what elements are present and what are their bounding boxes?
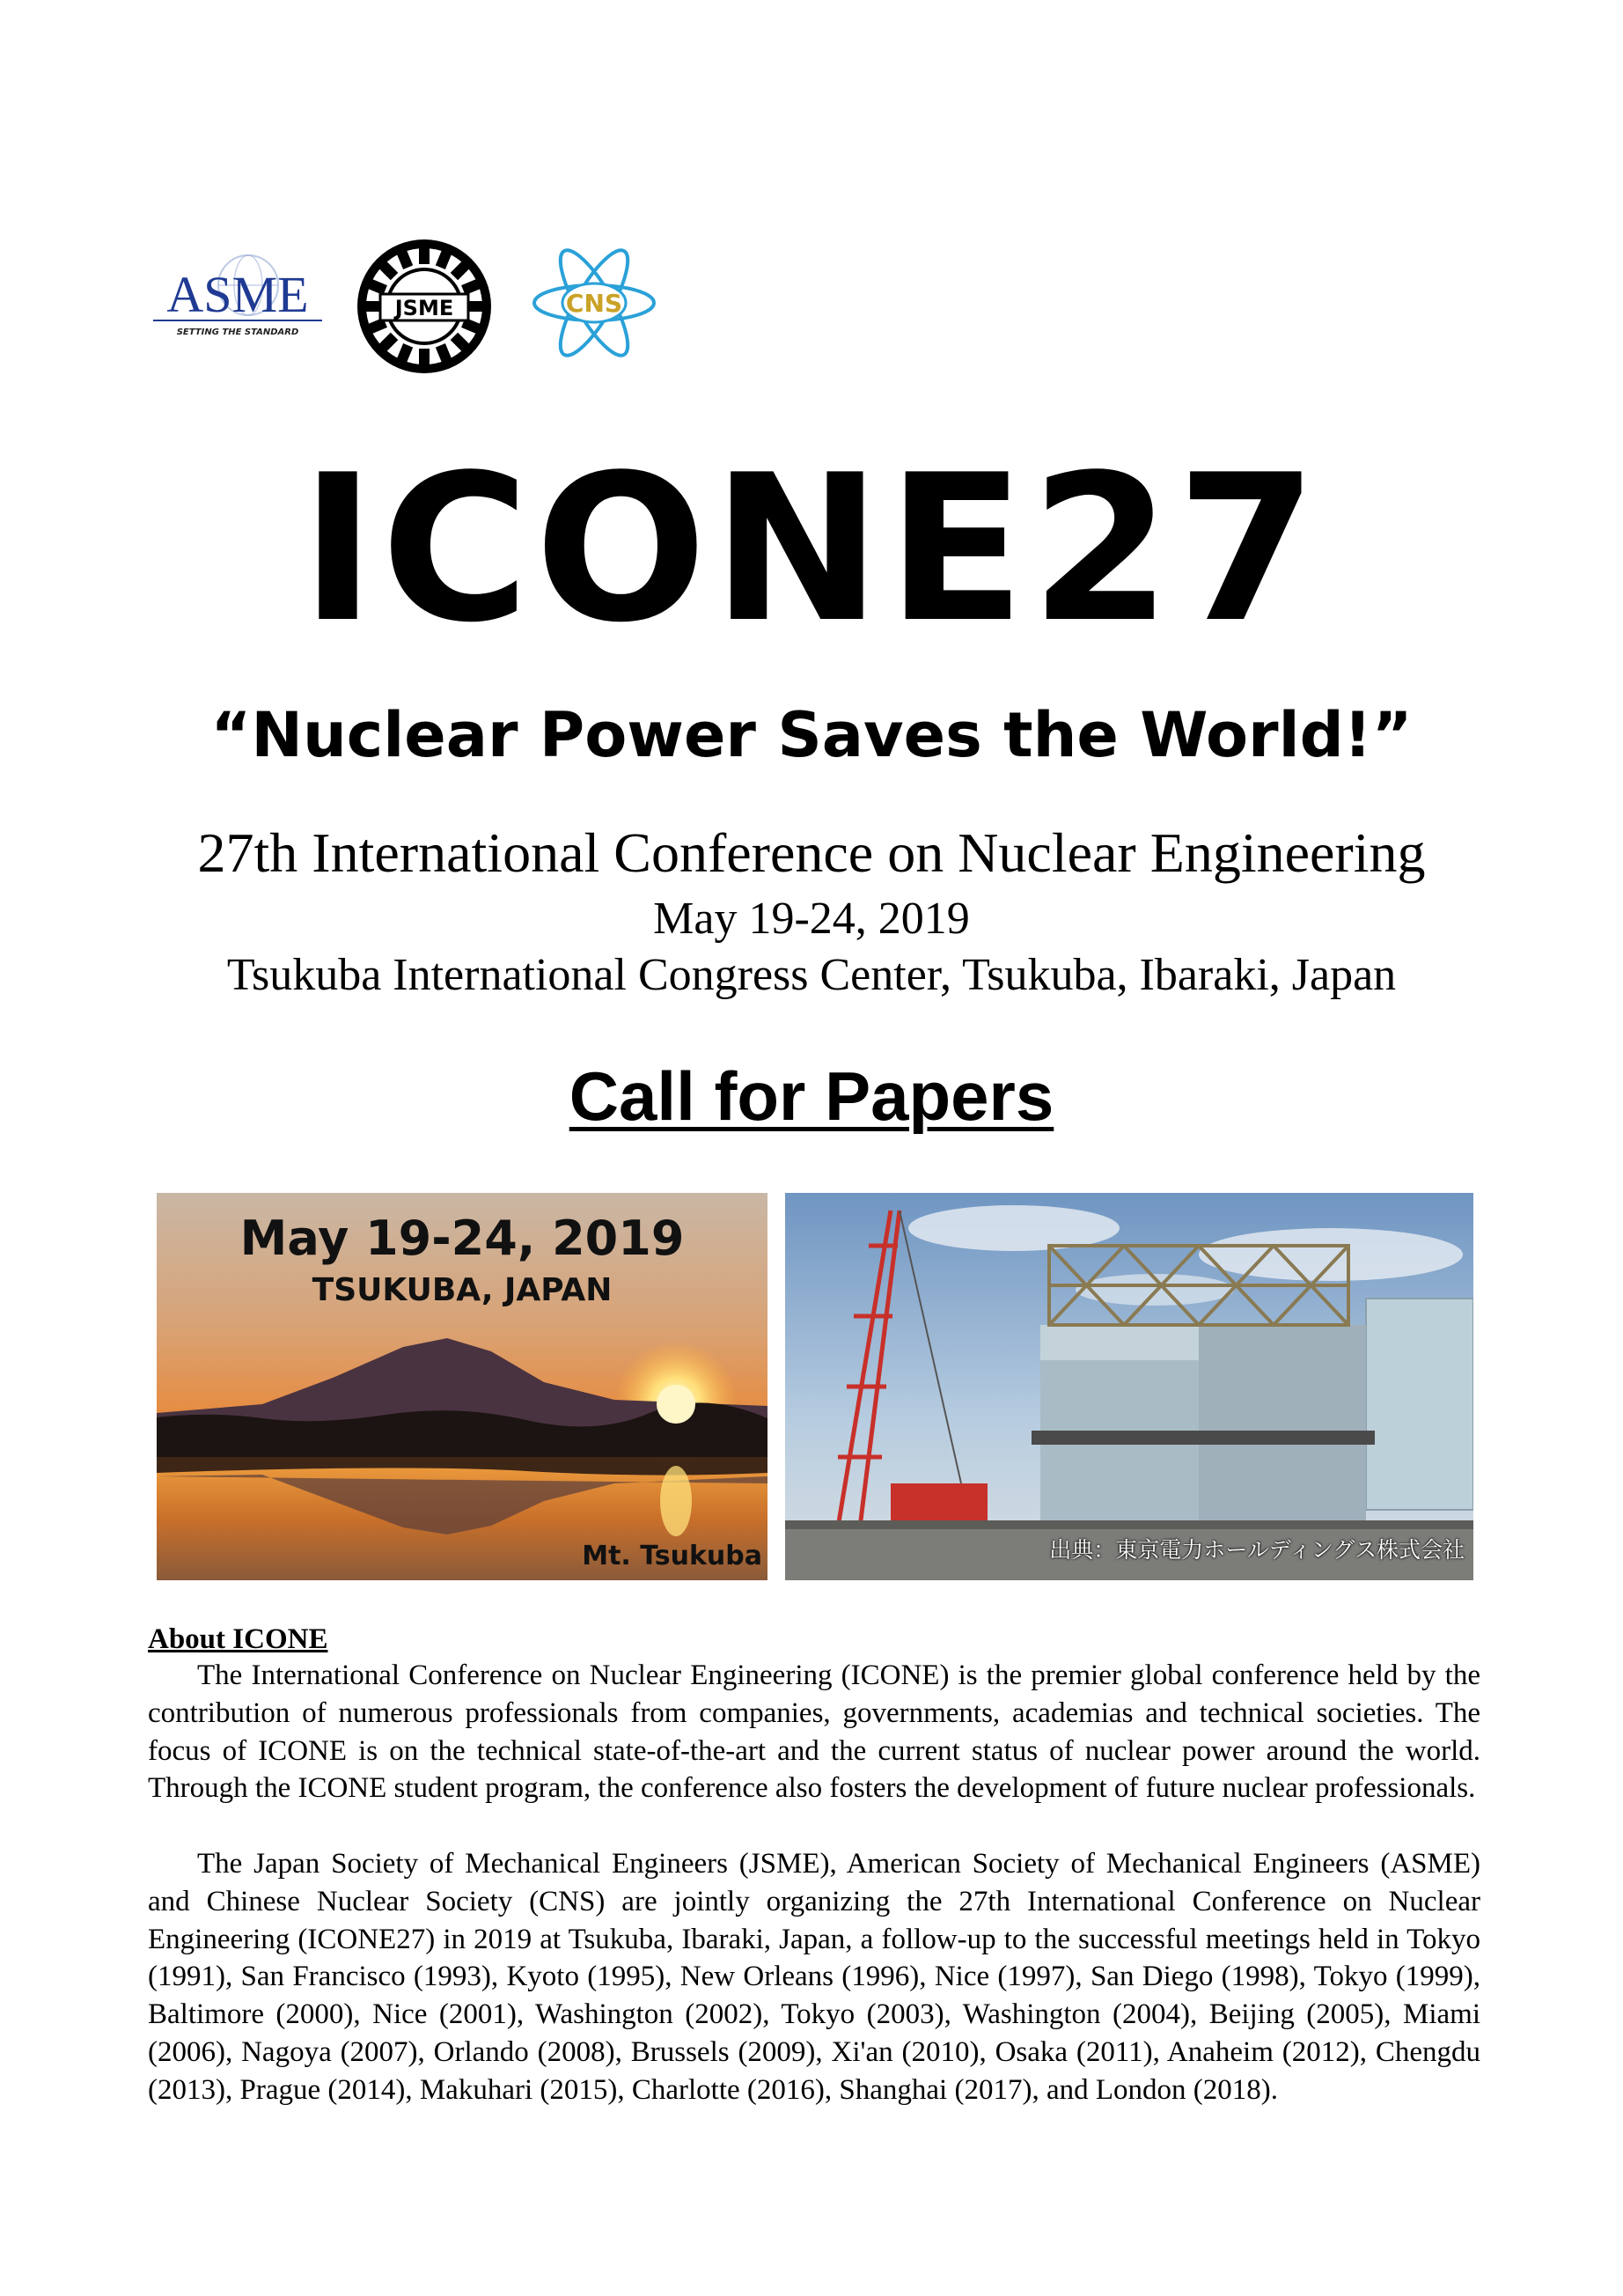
jsme-logo: [354, 236, 495, 377]
organizer-logos: [150, 236, 669, 377]
photo-place-overlay: TSUKUBA, JAPAN: [312, 1272, 613, 1308]
about-paragraph-1: The International Conference on Nuclear Engineering (ICONE) is the premier global conference held by the contribution of numerous professionals from companies, governments, academias and technical societies. The focus of ICONE is on the technical state-of-the-art and the current status of nuclear power around the world. Through the ICONE student program, the conference also fosters the development of future nuclear professionals.: [148, 1659, 1480, 1805]
conference-dates: May 19-24, 2019: [653, 894, 970, 944]
cns-wordmark: CNS: [565, 289, 623, 318]
about-paragraph-2: The Japan Society of Mechanical Engineers (JSME), American Society of Mechanical Engineers (ASME) and Chinese Nuclear Society (CNS) are jointly organizing the 27th International Conference on Nuclear Engineering (ICONE27) in 2019 at Tsukuba, Ibaraki, Japan, a follow-up to the successful meetings held in Tokyo (1991), San Francisco (1993), Kyoto (1995), New Orleans (1996), Nice (1997), San Diego (1998), Tokyo (1999), Baltimore (2000), Nice (2001), Washington (2002), Tokyo (2003), Washington (2004), Beijing (2005), Miami (2006), Nagoya (2007), Orlando (2008), Brussels (2009), Xi'an (2010), Osaka (2011), Anaheim (2012), Chengdu (2013), Prague (2014), Makuhari (2015), Charlotte (2016), Shanghai (2017), and London (2018).: [148, 1848, 1480, 2106]
cns-logo: [528, 241, 660, 373]
asme-logo: [150, 248, 326, 345]
slogan: “Nuclear Power Saves the World!”: [210, 699, 1413, 771]
about-heading: About ICONE: [148, 1623, 328, 1655]
photo-date-overlay: May 19-24, 2019: [239, 1211, 685, 1266]
mt-tsukuba-photo: [157, 1193, 767, 1580]
jsme-wordmark: JSME: [394, 296, 454, 320]
call-for-papers-heading: Call for Papers: [569, 1057, 1054, 1135]
photo-credit: 出典：東京電力ホールディングス株式会社: [1049, 1537, 1465, 1563]
reactor-building-photo: [785, 1193, 1473, 1580]
conference-venue: Tsukuba International Congress Center, Tsukuba, Ibaraki, Japan: [226, 950, 1397, 1000]
asme-wordmark: ASME: [166, 266, 309, 323]
conference-name: 27th International Conference on Nuclear Engineering: [197, 821, 1426, 884]
conference-acronym: ICONE27: [300, 432, 1323, 667]
photo-caption: Mt. Tsukuba: [582, 1541, 762, 1571]
svg-text:SETTING THE STANDARD: SETTING THE STANDARD: [176, 327, 299, 337]
